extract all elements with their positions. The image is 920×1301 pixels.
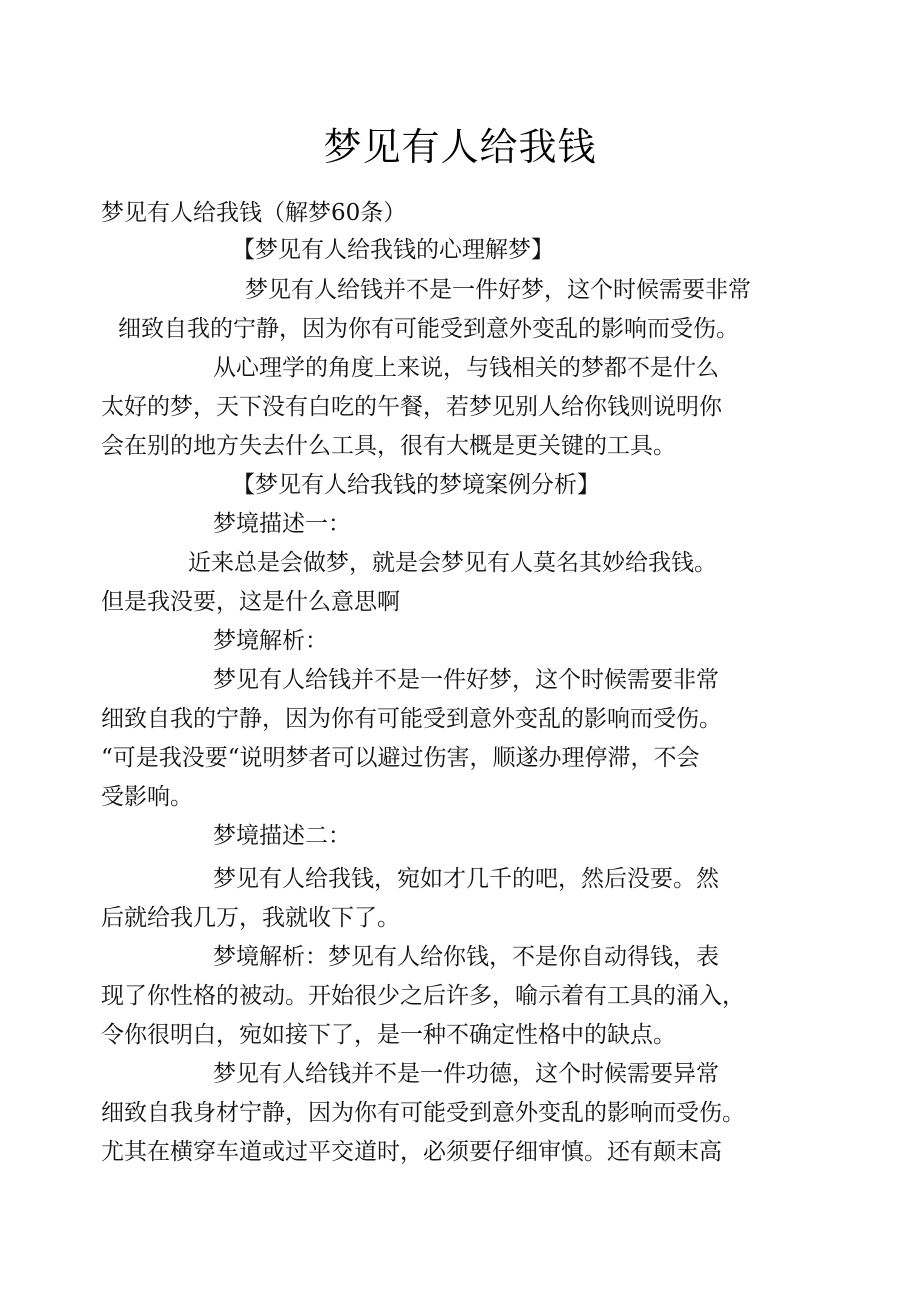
body-text-line: 令你很明白，宛如接下了，是一种不确定性格中的缺点。 bbox=[101, 1022, 676, 1048]
body-text-line: 会在别的地方失去什么工具，很有大概是更关键的工具。 bbox=[101, 433, 676, 459]
body-text-line: 梦见有人给我钱（解梦60条） bbox=[101, 200, 407, 226]
body-text-line: 受影响。 bbox=[101, 784, 193, 810]
body-text-line: 梦见有人给钱并不是一件功德，这个时候需要异常 bbox=[213, 1061, 719, 1087]
body-text-line: 细致自我的宁静，因为你有可能受到意外变乱的影响而受伤。 bbox=[101, 706, 722, 732]
body-text-line: 细致自我的宁静，因为你有可能受到意外变乱的影响而受伤。 bbox=[118, 316, 739, 342]
body-text-line: 近来总是会做梦，就是会梦见有人莫名其妙给我钱。 bbox=[188, 550, 717, 576]
body-text-line: 梦见有人给钱并不是一件好梦，这个时候需要非常 bbox=[213, 667, 719, 693]
body-text-line: 太好的梦，天下没有白吃的午餐，若梦见别人给你钱则说明你 bbox=[101, 394, 722, 420]
body-text-line: 但是我没要，这是什么意思啊 bbox=[101, 589, 400, 615]
body-text-line: 从心理学的角度上来说，与钱相关的梦都不是什么 bbox=[213, 355, 719, 381]
body-text-line: 梦见有人给钱并不是一件好梦，这个时候需要非常 bbox=[245, 277, 751, 303]
document-title: 梦见有人给我钱 bbox=[323, 125, 597, 169]
body-text-line: 梦境描述一： bbox=[213, 511, 351, 537]
body-text-line: 梦见有人给我钱，宛如才几千的吧，然后没要。然 bbox=[213, 866, 719, 892]
body-text-line: 现了你性格的被动。开始很少之后许多，喻示着有工具的涌入， bbox=[101, 983, 745, 1009]
body-text-line: 尤其在横穿车道或过平交道时，必须要仔细审慎。还有颠末高 bbox=[101, 1139, 722, 1165]
body-text-line: 后就给我几万，我就收下了。 bbox=[101, 905, 400, 931]
body-text-line: 梦境解析：梦见有人给你钱，不是你自动得钱，表 bbox=[213, 944, 719, 970]
body-text-line: 细致自我身材宁静，因为你有可能受到意外变乱的影响而受伤。 bbox=[101, 1100, 745, 1126]
body-text-line: “可是我没要“说明梦者可以避过伤害，顺遂办理停滞，不会 bbox=[101, 745, 700, 771]
body-text-line: 【梦见有人给我钱的心理解梦】 bbox=[232, 237, 554, 263]
body-text-line: 【梦见有人给我钱的梦境案例分析】 bbox=[232, 472, 600, 498]
body-text-line: 梦境解析： bbox=[213, 628, 328, 654]
body-text-line: 梦境描述二： bbox=[213, 823, 351, 849]
